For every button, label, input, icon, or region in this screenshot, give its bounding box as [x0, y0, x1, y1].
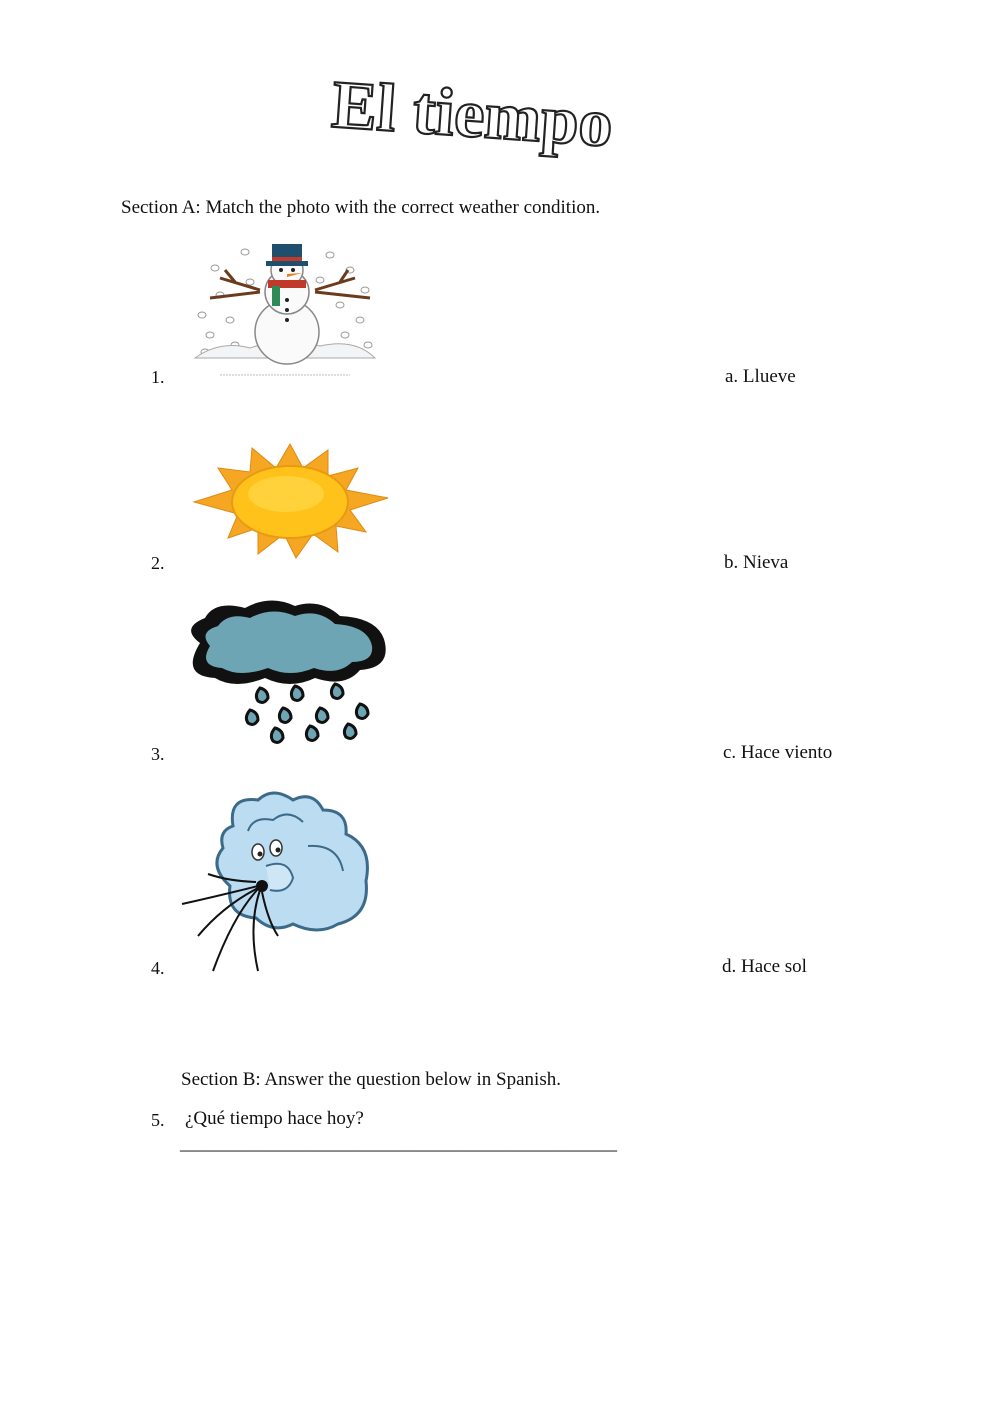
page-title — [320, 55, 640, 165]
section-b-instruction: Section B: Answer the question below in Spanish. — [181, 1069, 561, 1090]
item-number-3: 3. — [151, 744, 165, 764]
section-a-instruction: Section A: Match the photo with the correct weather condition. — [121, 197, 601, 218]
option-c: c. Hace viento — [723, 742, 833, 763]
wind-cloud-icon — [178, 786, 378, 976]
answer-line[interactable]: ______________________________________________ — [180, 1133, 617, 1154]
svg-text:El tiempo: El tiempo — [329, 65, 616, 162]
rain-cloud-icon — [180, 598, 390, 750]
question-5-text: ¿Qué tiempo hace hoy? — [185, 1108, 364, 1129]
option-d: d. Hace sol — [722, 956, 807, 977]
question-number-5: 5. — [151, 1110, 165, 1130]
item-number-4: 4. — [151, 958, 165, 978]
item-number-1: 1. — [151, 367, 165, 387]
snowman-icon — [190, 240, 385, 380]
sun-icon — [188, 440, 393, 565]
item-number-2: 2. — [151, 553, 165, 573]
option-b: b. Nieva — [724, 552, 789, 573]
option-a: a. Llueve — [725, 366, 796, 387]
